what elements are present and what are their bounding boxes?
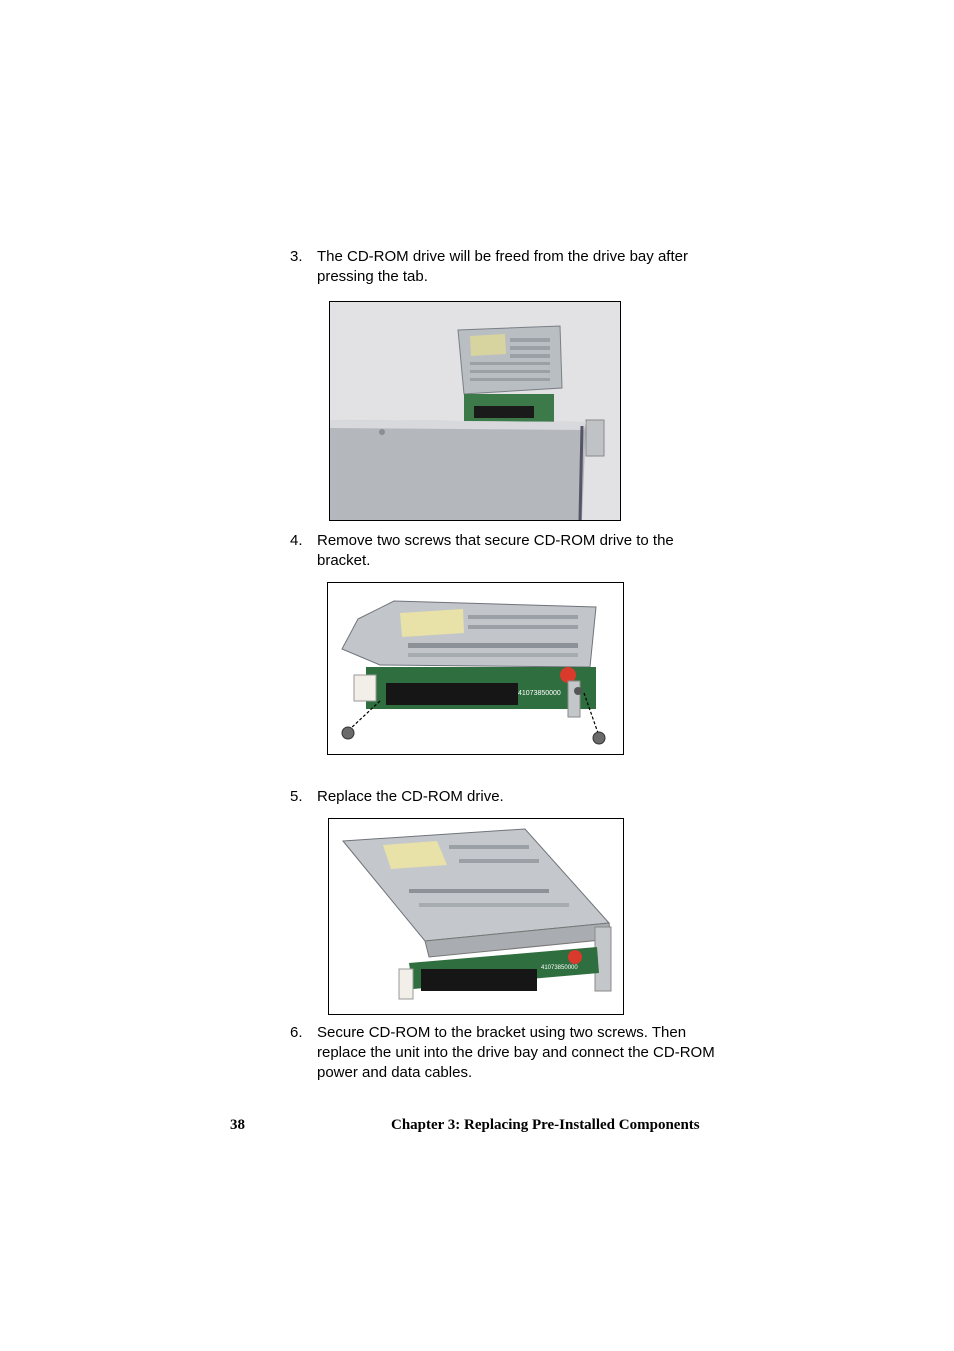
step-text: The CD-ROM drive will be freed from the drive bay after pressing the tab. — [317, 248, 688, 285]
cdrom-drive-in-bay-photo — [329, 301, 621, 521]
cdrom-drive-replace-photo — [328, 818, 624, 1015]
pcb-label: 41073850000 — [541, 965, 578, 971]
step-number: 6. — [290, 1024, 303, 1041]
step-number: 5. — [290, 788, 303, 805]
cdrom-drive-screws-photo — [327, 582, 624, 755]
step-text: Secure CD-ROM to the bracket using two screws. Then replace the unit into the drive bay and connect the CD-ROM power and data cables. — [317, 1024, 715, 1081]
page-number: 38 — [230, 1117, 245, 1133]
chapter-title: Chapter 3: Replacing Pre-Installed Components — [391, 1117, 700, 1133]
step-number: 4. — [290, 532, 303, 549]
pcb-label: 41073850000 — [518, 690, 561, 697]
step-text: Replace the CD-ROM drive. — [317, 788, 504, 805]
step-number: 3. — [290, 248, 303, 265]
step-text: Remove two screws that secure CD-ROM drive to the bracket. — [317, 532, 674, 569]
